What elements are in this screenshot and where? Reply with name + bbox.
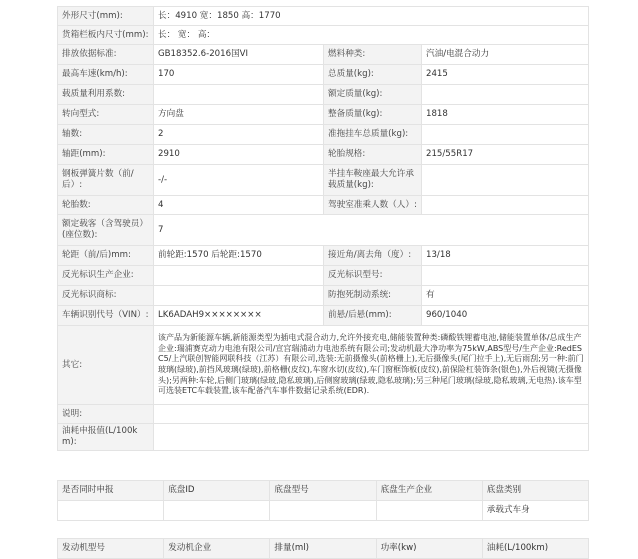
engine-header: 发动机企业 (164, 539, 270, 559)
spec-value: GB18352.6-2016国VI (154, 45, 324, 65)
spec-label: 燃料种类: (324, 45, 422, 65)
spec-value: 1818 (422, 105, 589, 125)
spec-value: 汽油/电混合动力 (422, 45, 589, 65)
spec-label: 说明: (58, 405, 154, 424)
spec-value: 13/18 (422, 246, 589, 266)
spec-row (58, 286, 589, 306)
spec-value (422, 266, 589, 286)
spec-label: 油耗申报值(L/100km): (58, 424, 154, 451)
spec-label: 反光标识生产企业: (58, 266, 154, 286)
spec-row-note (58, 405, 589, 424)
spec-label: 轴数: (58, 125, 154, 145)
spec-value (422, 165, 589, 196)
spec-label: 载质量利用系数: (58, 85, 154, 105)
spec-value (422, 125, 589, 145)
chassis-cell: 承载式车身 (482, 501, 588, 521)
spec-row (58, 45, 589, 65)
engine-header: 油耗(L/100km) (482, 539, 588, 559)
spec-value: 该产品为新能源车辆,新能源类型为插电式混合动力,允许外接充电,储能装置种类:磷酸铁锂蓄电池,储能装置单体/总成生产企业:瑞浦赛克动力电池有限公司/宣宫瑞浦动力电池系统有限公司;发动机最大净功率为75kW,ABS型号/生产企业:RedESC5/上汽联创智能网联科技（江苏）有限公司,选装:无前摄像头(前格栅上),无后摄像头(尾门拉手上),无后雨刮;另一种:前门玻璃(绿玻),前挡风玻璃(绿玻),前格栅(皮纹),车窗水切(皮纹),车门窗框饰板(皮纹),前保险杠装饰条(银色),外后视镜(无摄像头);另两种:车轮,后侧门玻璃(绿玻,隐私玻璃),后侧窗玻璃(绿玻,隐私玻璃);另三种尾门玻璃(绿玻,隐私玻璃,无电热).该车型可选装ETC车载装置,该车配备汽车事件数据记录系统(EDR). (154, 326, 589, 405)
spec-value: 170 (154, 65, 324, 85)
spec-value (154, 424, 589, 451)
chassis-table (57, 480, 589, 521)
spec-row (58, 165, 589, 196)
spec-value (154, 405, 589, 424)
engine-table (57, 538, 589, 559)
engine-header: 功率(kw) (376, 539, 482, 559)
chassis-header: 底盘生产企业 (376, 481, 482, 501)
spec-label: 轮胎规格: (324, 145, 422, 165)
spec-label: 整备质量(kg): (324, 105, 422, 125)
spec-row (58, 306, 589, 326)
spec-label: 轴距(mm): (58, 145, 154, 165)
spec-row-other (58, 326, 589, 405)
spec-value (154, 85, 324, 105)
spec-value (154, 286, 324, 306)
spec-value: 长：4910 宽：1850 高：1770 (154, 7, 589, 26)
spec-label: 最高车速(km/h): (58, 65, 154, 85)
spec-label: 转向型式: (58, 105, 154, 125)
chassis-cell (376, 501, 482, 521)
engine-header: 排量(ml) (270, 539, 376, 559)
spec-label: 排放依据标准: (58, 45, 154, 65)
spec-value (422, 196, 589, 215)
chassis-cell (164, 501, 270, 521)
spec-value: 2910 (154, 145, 324, 165)
spec-value: 方向盘 (154, 105, 324, 125)
spec-value: 有 (422, 286, 589, 306)
spec-value: 960/1040 (422, 306, 589, 326)
spec-row (58, 145, 589, 165)
chassis-cell (58, 501, 164, 521)
spec-label: 额定载客（含驾驶员）(座位数): (58, 215, 154, 246)
spec-row (58, 105, 589, 125)
spec-value (422, 85, 589, 105)
spec-label: 防抱死制动系统: (324, 286, 422, 306)
chassis-header: 底盘型号 (270, 481, 376, 501)
spec-row (58, 215, 589, 246)
spec-label: 车辆识别代号（VIN）: (58, 306, 154, 326)
spec-value: 4 (154, 196, 324, 215)
spec-label: 总质量(kg): (324, 65, 422, 85)
spec-label: 外形尺寸(mm): (58, 7, 154, 26)
spec-value (154, 266, 324, 286)
spec-label: 准拖挂车总质量(kg): (324, 125, 422, 145)
chassis-header: 底盘类别 (482, 481, 588, 501)
vehicle-spec-table (57, 6, 589, 451)
spec-label: 其它: (58, 326, 154, 405)
spec-row (58, 266, 589, 286)
spec-label: 钢板弹簧片数（前/后）: (58, 165, 154, 196)
spec-row (58, 125, 589, 145)
spec-row (58, 196, 589, 215)
spec-row (58, 65, 589, 85)
spec-value: 7 (154, 215, 589, 246)
spec-label: 货箱栏板内尺寸(mm): (58, 26, 154, 45)
spec-label: 驾驶室准乘人数（人）: (324, 196, 422, 215)
spec-label: 半挂车鞍座最大允许承载质量(kg): (324, 165, 422, 196)
spec-row (58, 85, 589, 105)
spec-row (58, 246, 589, 266)
spec-value: 215/55R17 (422, 145, 589, 165)
spec-value: 2415 (422, 65, 589, 85)
spec-row (58, 26, 589, 45)
spec-value: 前轮距:1570 后轮距:1570 (154, 246, 324, 266)
spec-row (58, 7, 589, 26)
engine-header: 发动机型号 (58, 539, 164, 559)
spec-label: 反光标识商标: (58, 286, 154, 306)
chassis-cell (270, 501, 376, 521)
chassis-header: 底盘ID (164, 481, 270, 501)
spec-value: 2 (154, 125, 324, 145)
chassis-header: 是否同时申报 (58, 481, 164, 501)
spec-value: 长： 宽： 高： (154, 26, 589, 45)
spec-label: 接近角/离去角（度）: (324, 246, 422, 266)
spec-label: 前悬/后悬(mm): (324, 306, 422, 326)
spec-label: 反光标识型号: (324, 266, 422, 286)
spec-label: 轮距（前/后)mm: (58, 246, 154, 266)
spec-value: -/- (154, 165, 324, 196)
spec-row-fuel (58, 424, 589, 451)
spec-label: 轮胎数: (58, 196, 154, 215)
spec-label: 额定质量(kg): (324, 85, 422, 105)
spec-value: LK6ADAH9×××××××× (154, 306, 324, 326)
